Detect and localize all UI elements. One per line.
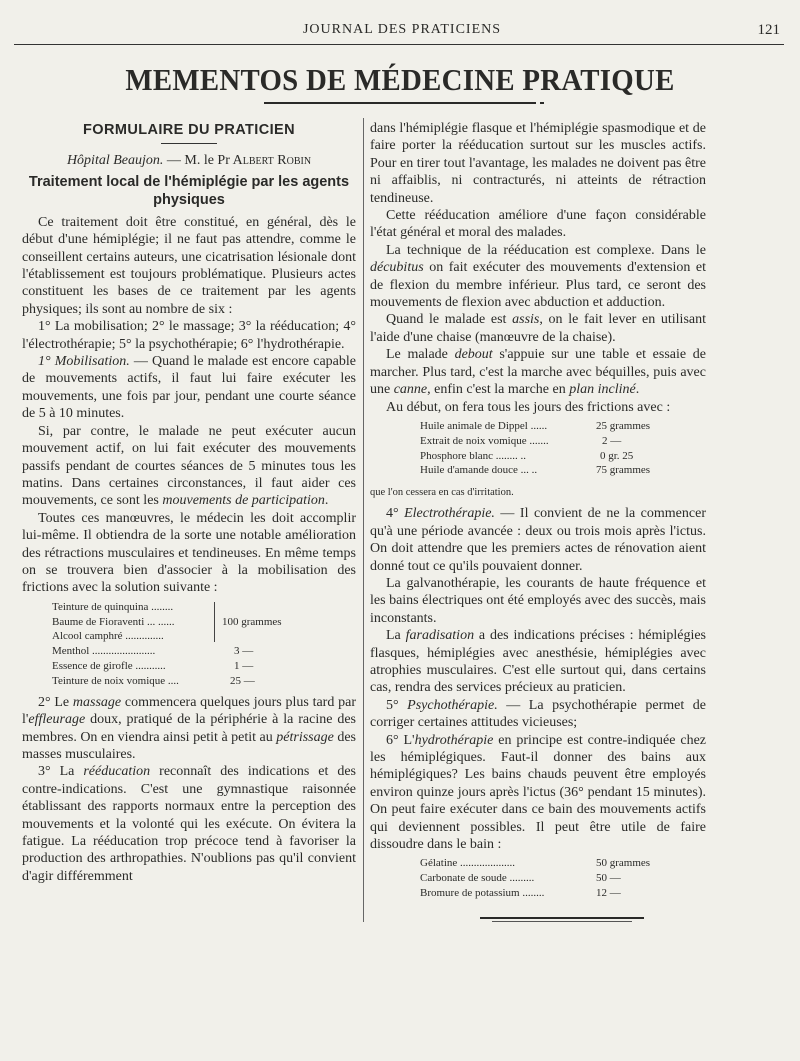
paragraph: Cette rééducation améliore d'une façon considérable l'état général et moral des malades. bbox=[370, 208, 706, 241]
ingredient-name: Carbonate de soude ......... bbox=[420, 872, 535, 885]
formula-row bbox=[52, 600, 356, 615]
ingredient-name: Gélatine .................... bbox=[420, 857, 516, 870]
formula-row bbox=[52, 659, 356, 674]
formula-row bbox=[420, 419, 706, 434]
emphasis: effleurage bbox=[28, 712, 86, 728]
paragraph-mobilisation bbox=[22, 353, 356, 423]
paragraph-text: Si, par contre, le malade ne peut exécuter aucun mouvement actif, on lui fait exécuter des mouvements passifs pendant de courtes séances de 5 minutes tous les matins. Dans certaines circonstances, il faut aider ces mouvements, ce sont les bbox=[22, 423, 356, 509]
subheading: Electrothérapie. bbox=[404, 506, 495, 522]
paragraph-text: 3° La bbox=[38, 764, 84, 780]
emphasis: décubitus bbox=[370, 260, 424, 276]
paragraph-text: en principe est contre-indiquée chez les hémiplégiques. Faut-il donner des bains aux hémiplégiques? Les bains chauds peuvent être employés environ quinze jours après l'ictus (36° pendant 15 minutes). On peut faire exécuter dans ce bain des mouvements actifs qui deviennent possibles. Il peut être utile de faire dissoudre dans le bain : bbox=[370, 732, 706, 853]
formula-row bbox=[420, 871, 706, 886]
running-head bbox=[14, 20, 790, 42]
journal-name: JOURNAL DES PRATICIENS bbox=[302, 22, 502, 37]
emphasis: assis bbox=[512, 312, 540, 328]
hospital-name: Hôpital Beaujon. bbox=[66, 153, 164, 169]
paragraph-text: on fait exécuter des mouvements d'extension et de flexion du membre inférieur. Plus tard, ce seront des mouvements de flexion avec abduction et adduction. bbox=[370, 260, 706, 311]
paragraph-text: . bbox=[324, 493, 329, 509]
paragraph-text: doux, pratiqué de la périphérie à la racine des membres. On en viendra ainsi petit à petit au bbox=[22, 712, 356, 745]
paragraph-text: , on le fait lever en utilisant l'aide d'une chaise (manœuvre de la chaise). bbox=[370, 312, 706, 345]
ingredient-name: Teinture de noix vomique .... bbox=[52, 674, 179, 687]
ingredient-quantity: 25 — bbox=[230, 674, 255, 687]
paragraph-text: Quand le malade est bbox=[386, 312, 513, 328]
paragraph-text: La bbox=[386, 628, 406, 644]
rubric-heading: FORMULAIRE DU PRATICIEN bbox=[83, 122, 295, 138]
page-number: 121 bbox=[757, 22, 780, 38]
right-column bbox=[370, 120, 706, 907]
paragraph-text: La technique de la rééducation est complexe. Dans le bbox=[386, 242, 706, 258]
formula-row bbox=[52, 615, 356, 630]
paragraph-text: — Quand le malade est encore capable de mouvements actifs, il faut lui faire exécuter les mouvements, une fois par jour, pendant une courte séance de 5 à 10 minutes. bbox=[22, 354, 356, 422]
title-rule-end bbox=[540, 102, 544, 104]
paragraph-text: des masses musculaires. bbox=[22, 729, 356, 762]
formula-row bbox=[420, 886, 706, 901]
paragraph-text: 4° bbox=[386, 506, 405, 522]
byline bbox=[22, 152, 356, 169]
doctor-name: Albert Robin bbox=[229, 153, 312, 169]
ingredient-name: Menthol ....................... bbox=[52, 645, 156, 658]
formula-row bbox=[420, 856, 706, 871]
paragraph-reeducation bbox=[22, 763, 356, 885]
ingredient-quantity: 50 grammes bbox=[596, 857, 651, 870]
ingredient-name: Huile animale de Dippel ...... bbox=[420, 419, 548, 432]
emphasis: plan incliné bbox=[569, 382, 636, 398]
emphasis: mouvements de participation bbox=[162, 493, 325, 509]
paragraph-text: 2° Le bbox=[38, 694, 73, 710]
paragraph-text: Le malade bbox=[386, 347, 455, 363]
ingredient-name: Essence de girofle ........... bbox=[52, 659, 166, 672]
ingredient-quantity: 50 — bbox=[596, 872, 621, 885]
prescription-formula-1 bbox=[22, 600, 356, 689]
end-rule-thin bbox=[492, 921, 632, 922]
paragraph-massage bbox=[22, 694, 356, 764]
ingredient-quantity: 75 grammes bbox=[596, 464, 651, 477]
section-title: MEMENTOS DE MÉDECINE PRATIQUE bbox=[125, 62, 675, 97]
ingredient-quantity: 100 grammes bbox=[222, 615, 282, 628]
paragraph-text: — Il convient de ne la commencer qu'à une période avancée : deux ou trois mois après l'ictus. On doit attendre que les premiers actes de rénovation aient donné tout ce qu'ils pouvaient donner. bbox=[370, 506, 706, 574]
ingredient-quantity: 3 — bbox=[234, 645, 254, 658]
formula-note: que l'on cessera en cas d'irritation. bbox=[370, 486, 514, 498]
paragraph-psychotherapie bbox=[370, 697, 706, 732]
brace bbox=[214, 602, 215, 642]
paragraph: La galvanothérapie, les courants de haute fréquence et les bains électriques ont été employés avec des succès, mais inconstants. bbox=[370, 575, 706, 626]
ingredient-name: Phosphore blanc ........ .. bbox=[420, 449, 527, 462]
prescription-formula-3 bbox=[370, 856, 706, 902]
paragraph-text: commencera quelques jours plus tard par l' bbox=[22, 694, 356, 728]
formula-row bbox=[52, 674, 356, 689]
formula-row bbox=[420, 449, 706, 464]
ingredient-quantity: 1 — bbox=[234, 659, 254, 672]
ingredient-name: Huile d'amande douce ... .. bbox=[420, 464, 538, 477]
formula-row bbox=[52, 644, 356, 659]
emphasis: massage bbox=[72, 694, 122, 710]
paragraph-hydrotherapie bbox=[370, 732, 706, 854]
paragraph: Au début, on fera tous les jours des frictions avec : bbox=[386, 399, 671, 415]
paragraph bbox=[370, 242, 706, 312]
paragraph-text: s'appuie sur une table et essaie de marcher. Plus tard, c'est la marche avec béquilles, puis avec une bbox=[370, 347, 707, 398]
end-rule bbox=[480, 917, 644, 919]
ingredient-quantity: 25 grammes bbox=[596, 419, 651, 432]
prescription-formula-2 bbox=[370, 419, 706, 479]
paragraph-text: 5° bbox=[386, 697, 408, 713]
emphasis: debout bbox=[454, 347, 493, 363]
subheading: 1° Mobilisation. bbox=[38, 354, 130, 370]
formula-row bbox=[420, 463, 706, 478]
ingredient-name: Bromure de potassium ........ bbox=[420, 887, 545, 900]
emphasis: faradisation bbox=[405, 628, 475, 644]
paragraph bbox=[370, 346, 706, 398]
paragraph: Toutes ces manœuvres, le médecin les doit accomplir lui-même. Il obtiendra de la sorte une notable amélioration des rétractions musculaires et tendineuses. En même temps on se trouvera bien d'associer à la mobilisation des frictions avec la solution suivante : bbox=[22, 510, 356, 596]
ingredient-name: Baume de Fioraventi ... ...... bbox=[52, 615, 175, 628]
ingredient-quantity: 2 — bbox=[602, 434, 622, 447]
column-divider bbox=[363, 118, 364, 922]
paragraph: 1° La mobilisation; 2° le massage; 3° la rééducation; 4° l'électrothérapie; 5° la psychothérapie; 6° l'hydrothérapie. bbox=[22, 319, 356, 352]
paragraph-text: reconnaît des indications et des contre-indications. C'est une gymnastique raisonnée établissant des rapports normaux entre la perception des mouvements et la volonté qui les exécute. On évitera la fatigue. La rééducation trop précoce tend à favoriser la production des arthropathies. N'oublions pas qu'il convient d'agir différemment bbox=[22, 764, 356, 884]
paragraph bbox=[22, 423, 356, 510]
emphasis: canne bbox=[393, 382, 428, 398]
subheading: Psychothérapie. bbox=[407, 697, 498, 713]
formula-row bbox=[420, 434, 706, 449]
rubric-rule bbox=[161, 143, 217, 144]
ingredient-name: Extrait de noix vomique ....... bbox=[420, 434, 549, 447]
paragraph-text: , enfin c'est la marche en bbox=[427, 382, 570, 398]
formula-row bbox=[52, 629, 356, 644]
doctor-prefix: — M. le Pr bbox=[163, 153, 230, 169]
paragraph-text: — La psychothérapie permet de corriger certaines attitudes vicieuses; bbox=[370, 697, 706, 731]
paragraph-text: a des indications précises : hémiplégies flasques, hémiplégies avec anesthésie, hémiplégies avec atrophies musculaires. C'est elle surtout qui, dans certains cas, rendra des services précieux au praticien. bbox=[370, 628, 706, 696]
ingredient-quantity: 12 — bbox=[596, 887, 621, 900]
paragraph: Ce traitement doit être constitué, en général, dès le début d'une hémiplégie; il ne faut pas attendre, comme le conseillent certains auteurs, une cicatrisation lésionale dont l'établissement est toujours problématique. Plusieurs actes constituent les bases de ce traitement par les agents physiques; ils sont au nombre de six : bbox=[22, 214, 356, 317]
emphasis: hydrothérapie bbox=[414, 732, 494, 748]
article-title: Traitement local de l'hémiplégie par les agents physiques bbox=[28, 173, 350, 208]
header-rule bbox=[14, 44, 784, 45]
ingredient-quantity: 0 gr. 25 bbox=[600, 449, 634, 462]
ingredient-name: Alcool camphré .............. bbox=[52, 630, 164, 643]
emphasis: pétrissage bbox=[276, 729, 334, 745]
left-column bbox=[22, 122, 356, 885]
ingredient-name: Teinture de quinquina ........ bbox=[52, 600, 174, 613]
paragraph: dans l'hémiplégie flasque et l'hémiplégie spasmodique et de faire porter la rééducation surtout sur les muscles actifs. Pour en tirer tout l'avantage, les malades ne doivent pas être ni affaiblis, ni contracturés, ni atteints de rétraction tendineuse. bbox=[370, 121, 706, 206]
paragraph-electrotherapie bbox=[370, 505, 706, 575]
paragraph bbox=[370, 627, 706, 697]
emphasis: rééducation bbox=[83, 764, 151, 780]
paragraph bbox=[370, 311, 706, 346]
title-rule bbox=[264, 102, 536, 104]
paragraph-text: . bbox=[635, 382, 640, 398]
paragraph-text: 6° L' bbox=[386, 732, 415, 748]
